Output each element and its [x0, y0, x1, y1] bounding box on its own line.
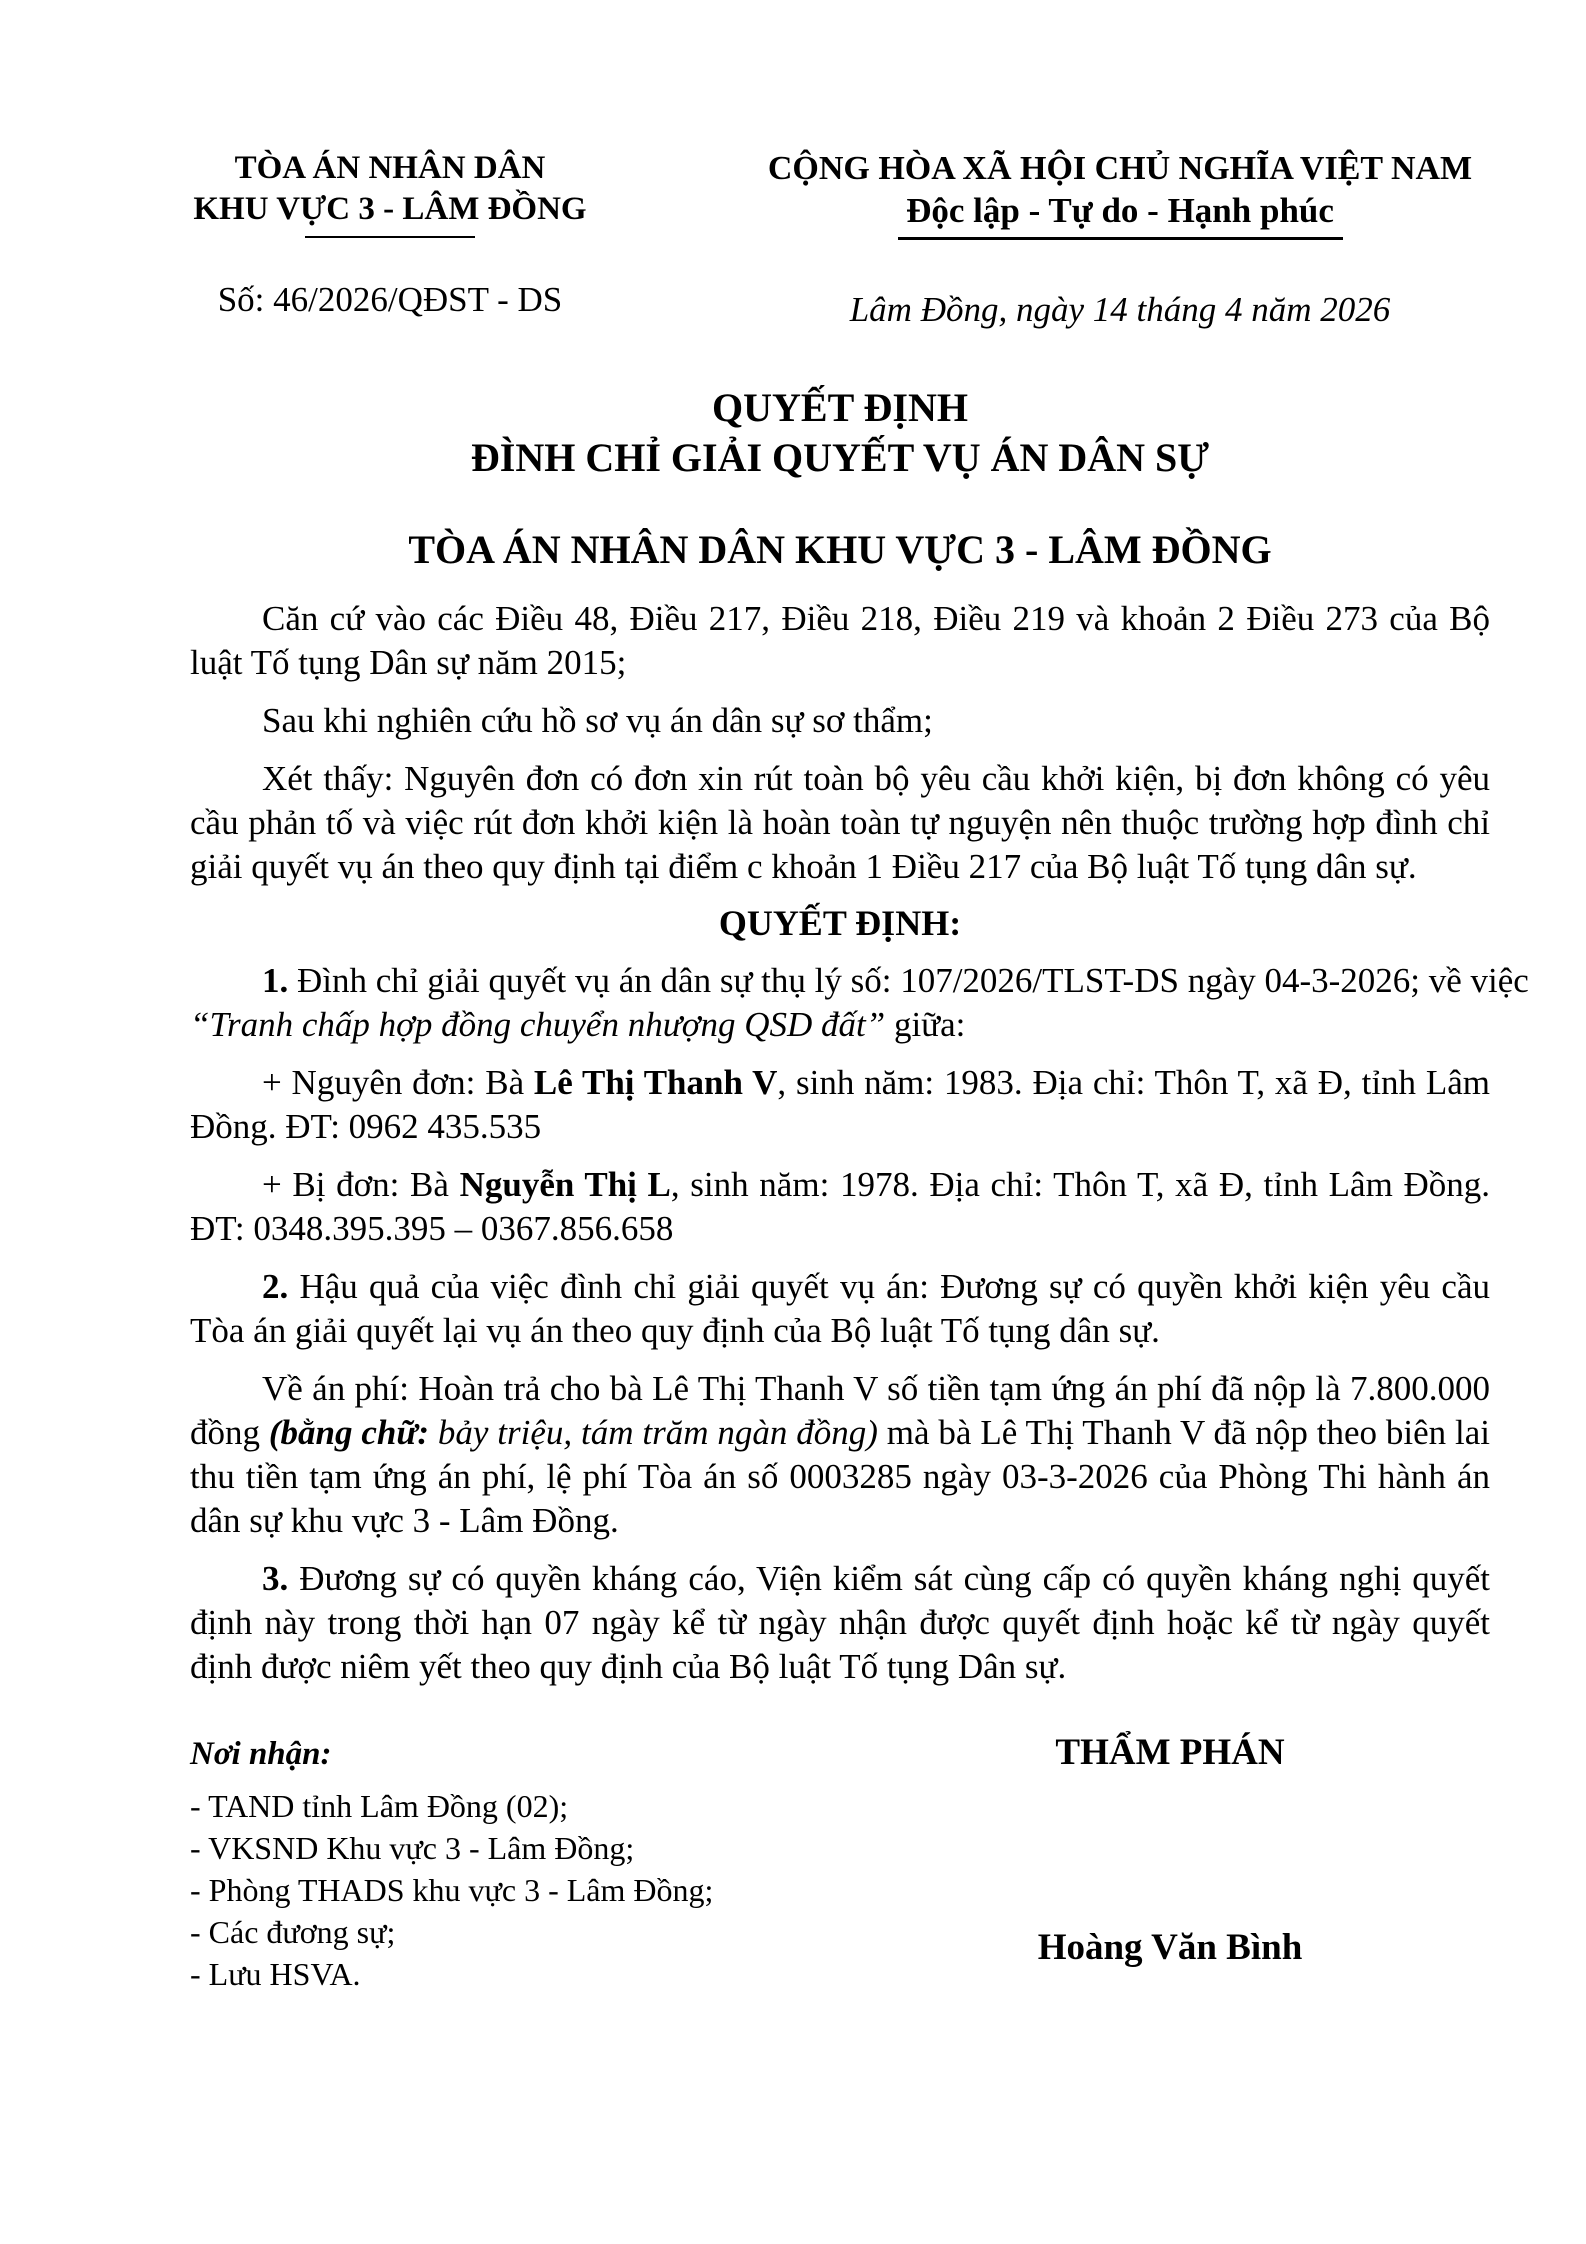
- court-name-line2: KHU VỰC 3 - LÂM ĐỒNG: [193, 191, 587, 227]
- item1-number: 1.: [262, 961, 289, 1000]
- motto-line: Độc lập - Tự do - Hạnh phúc: [906, 191, 1334, 230]
- recipient-item: - Phòng THADS khu vực 3 - Lâm Đồng;: [190, 1872, 714, 1908]
- paragraph-item-3: [190, 1557, 1490, 1689]
- header-left-divider: [305, 236, 475, 238]
- header-right-divider: [898, 237, 1343, 240]
- item1-text: Đình chỉ giải quyết vụ án dân sự thụ lý số: 107/2026/TLST-DS ngày 04-3-2026; về việc: [288, 961, 1529, 1000]
- document-number: Số: 46/2026/QĐST - DS: [217, 280, 563, 319]
- document-footer: [190, 1734, 1490, 1995]
- paragraph-court-fee: [190, 1367, 1490, 1543]
- paragraph-legal-basis: Căn cứ vào các Điều 48, Điều 217, Điều 218, Điều 219 và khoản 2 Điều 273 của Bộ luật Tố tụng Dân sự năm 2015;: [190, 599, 1490, 682]
- item2-text: Hậu quả của việc đình chỉ giải quyết vụ án: Đương sự có quyền khởi kiện yêu cầu Tòa án giải quyết lại vụ án theo quy định của Bộ luật Tố tụng dân sự.: [190, 1267, 1490, 1350]
- paragraph-after-review: Sau khi nghiên cứu hồ sơ vụ án dân sự sơ thẩm;: [262, 701, 933, 740]
- item1-line2: [190, 1003, 1490, 1047]
- fee-in-words: bảy triệu, tám trăm ngàn đồng): [429, 1413, 878, 1452]
- title-court-name: TÒA ÁN NHÂN DÂN KHU VỰC 3 - LÂM ĐỒNG: [408, 527, 1272, 572]
- signer-name: Hoàng Văn Bình: [1037, 1927, 1303, 1968]
- decision-heading: QUYẾT ĐỊNH:: [718, 903, 962, 943]
- issuing-court-block: [140, 148, 640, 320]
- recipient-item: - Các đương sự;: [190, 1914, 396, 1950]
- plaintiff-post: , sinh năm: 1983. Địa chỉ: Thôn T, xã Đ, tỉnh Lâm Đồng. ĐT: 0962 435.535: [190, 1063, 1490, 1146]
- republic-name: CỘNG HÒA XÃ HỘI CHỦ NGHĨA VIỆT NAM: [767, 150, 1473, 187]
- defendant-name: Nguyễn Thị L: [459, 1165, 671, 1204]
- case-name: “Tranh chấp hợp đồng chuyển nhượng QSD đất”: [190, 1005, 886, 1044]
- fee-pre: Về án phí: Hoàn trả cho bà Lê Thị Thanh V số tiền tạm ứng án phí đã nộp là 7.800.000 đồng: [190, 1369, 1490, 1452]
- item3-text: Đương sự có quyền kháng cáo, Viện kiểm sát cùng cấp có quyền kháng nghị quyết định này trong thời hạn 07 ngày kể từ ngày nhận được quyết định hoặc kể từ ngày quyết định được niêm yết theo quy định của Bộ luật Tố tụng Dân sự.: [190, 1559, 1490, 1686]
- defendant-post: , sinh năm: 1978. Địa chỉ: Thôn T, xã Đ, tỉnh Lâm Đồng. ĐT: 0348.395.395 – 0367.856.658: [190, 1165, 1490, 1248]
- plaintiff-name: Lê Thị Thanh V: [533, 1063, 778, 1102]
- item1-line1: [190, 959, 1529, 1003]
- recipient-item: - TAND tỉnh Lâm Đồng (02);: [190, 1788, 569, 1824]
- document-body: [190, 597, 1529, 1689]
- paragraph-plaintiff: [190, 1061, 1490, 1149]
- paragraph-item-2: [190, 1265, 1490, 1353]
- defendant-pre: + Bị đơn: Bà: [262, 1165, 460, 1204]
- recipient-item: - Lưu HSVA.: [190, 1956, 361, 1992]
- signer-role: THẨM PHÁN: [1055, 1732, 1285, 1773]
- paragraph-item-1: [190, 959, 1529, 1047]
- fee-in-words-label: (bằng chữ:: [268, 1413, 429, 1452]
- national-motto-block: [735, 148, 1505, 330]
- plaintiff-pre: + Nguyên đơn: Bà: [262, 1063, 534, 1102]
- title-line1: QUYẾT ĐỊNH: [712, 385, 968, 430]
- fee-post: mà bà Lê Thị Thanh V đã nộp theo biên lai thu tiền tạm ứng án phí, lệ phí Tòa án số 0003285 ngày 03-3-2026 của Phòng Thi hành án dân sự khu vực 3 - Lâm Đồng.: [190, 1413, 1491, 1540]
- paragraph-defendant: [190, 1163, 1490, 1251]
- item1-line2-rest: giữa:: [885, 1005, 966, 1044]
- document-header: [0, 148, 1586, 373]
- recipients-label: Nơi nhận:: [190, 1736, 332, 1772]
- place-date-line: Lâm Đồng, ngày 14 tháng 4 năm 2026: [849, 290, 1391, 329]
- signature-block: [950, 1730, 1390, 1970]
- document-title-block: [190, 383, 1490, 575]
- item2-number: 2.: [262, 1267, 289, 1306]
- court-name-line1: TÒA ÁN NHÂN DÂN: [234, 150, 546, 186]
- paragraph-findings: Xét thấy: Nguyên đơn có đơn xin rút toàn bộ yêu cầu khởi kiện, bị đơn không có yêu cầu phản tố và việc rút đơn khởi kiện là hoàn toàn tự nguyện nên thuộc trường hợp đình chỉ giải quyết vụ án theo quy định tại điểm c khoản 1 Điều 217 của Bộ luật Tố tụng dân sự.: [190, 759, 1490, 886]
- item3-number: 3.: [262, 1559, 289, 1598]
- recipient-item: - VKSND Khu vực 3 - Lâm Đồng;: [190, 1830, 635, 1866]
- title-line2: ĐÌNH CHỈ GIẢI QUYẾT VỤ ÁN DÂN SỰ: [470, 435, 1210, 480]
